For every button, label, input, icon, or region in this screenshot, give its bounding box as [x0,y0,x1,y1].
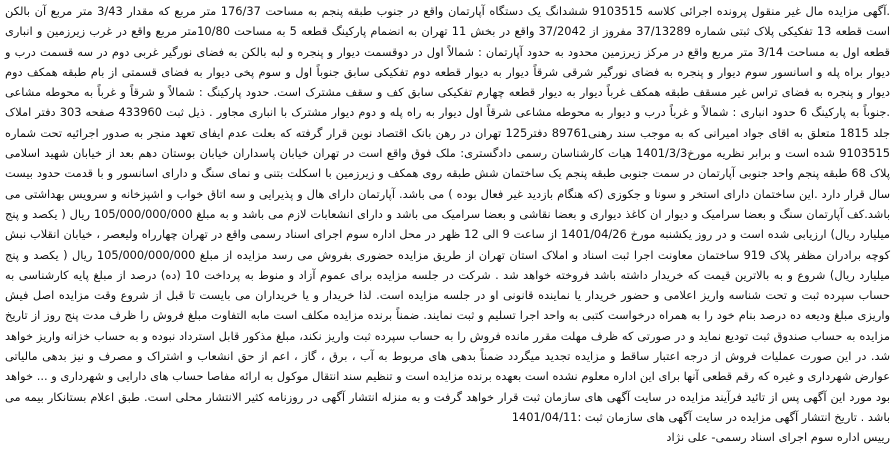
signature [5,427,890,447]
notice-body-text: .آگهی مزایده مال غیر منقول پرونده اجرائی کلاسه 9103515 ششدانگ یک دستگاه آپارتمان واقع در جنوب طبقه پنجم به مساحت 176/37 متر مربع که مقدار 3/43 متر مربع آن بالکن است قطعه 13 تفکیکی پلاک ثبتی شماره 37/13289 مفروز از 37/2042 واقع در بخش 11 تهران به انضمام پارکینگ قطعه 5 به مساحت 10/80متر مربع واقع در غرب زیرزمین و انباری قطعه اول به مساحت 3/14 متر مربع واقع در مرکز زیرزمین محدود به حدود آپارتمان : شمالاً اول در دوقسمت دیوار و پنجره و لبه بالکن به فضای نورگیر غربی دوم در سه قسمت درب و دیوار براه پله و اسانسور سوم دیوار و پنجره به فضای نورگیر شرقی شرقاً دیوار به دیوار قطعه دوم تفکیکی سابق جنوباً اول و سوم پخی دیوار به فضای قسمتی از بام طبقه همکف دوم دیوار و پنجره به فضای تراس غیر مسقف طبقه همکف غرباً دیوار به دیوار قطعه چهارم تفکیکی سابق کف و سقف مشترک است. حدود پارکینگ : شمالاً و شرقاً و غرباً به محوطه مشاعی .جنوباً به پارکینگ 6 حدود انباری : شمالاً و غرباً درب و دیوار به محوطه مشاعی شرقاً اول دیوار به راه پله و دوم دیوار مشترک با انباری مجاور . ذیل ثبت 433960 صفحه 303 دفتر املاک جلد 1815 متعلق به اقای جواد امیرانی که به موجب سند رهنی89761 دفتر125 تهران در رهن بانک اقتصاد نوین قرار گرفته که بعلت عدم ایفای تعهد منجر به صدور اجرائیه تحت شماره 9103515 شده است و برابر نظریه مورخ1401/3/3 هیات کارشناسان رسمی دادگستری: ملک فوق واقع است در تهران خیابان پاسداران خیابان بوستان دهم بعد از خیابان شهید اسلامی پلاک 68 طبقه پنجم واحد جنوبی آپارتمان در سمت جنوبی طبقه پنجم یک ساختمان شش طبقه روی همکف و زیرزمین با اسکلت بتنی و نمای سنگ و دارای اسانسور و با قدمت حدود بیست سال قرار دارد .این ساختمان دارای استخر و سونا و جکوزی (که هنگام بازدید غیر فعال بوده ) می باشد. آپارتمان دارای هال و پذیرایی و سه اتاق خواب و اشپزخانه و سرویس بهداشتی می باشد.کف آپارتمان سنگ و بعضا سرامیک و دیوار ان کاغذ دیواری و بعضا نقاشی و بعضا سرامیک می باشد و دارای انشعابات لازم می باشد و به مبلغ 105/000/000/000 ریال ( یکصد و پنج میلیارد ریال) ارزیابی شده است و در روز یکشنبه مورخ 1401/04/26 از ساعت 9 الی 12 ظهر در محل اداره سوم اجرای اسناد رسمی واقع در تهران چهارراه ولیعصر ، خیابان انقلاب نبش کوچه برادران مظفر پلاک 919 ساختمان معاونت اجرا ثبت اسناد و املاک استان تهران از طریق مزایده حضوری بفروش می رسد مزایده از مبلغ 105/000/000/000 ریال ( یکصد و پنج میلیارد ریال) شروع و به بالاترین قیمت که خریدار داشته باشد فروخته خواهد شد . شرکت در جلسه مزایده برای عموم آزاد و منوط به پرداخت 10 (ده) درصد از مبلغ پایه کارشناسی به حساب سپرده ثبت و تحت شناسه واریز اعلامی و حضور خریدار یا نماینده قانونی او در جلسه مزایده است. لذا خریدار و یا خریداران می بایست تا قبل از شروع وقت مزایده اصل فیش واریزی مبلغ ودیعه ده درصد بنام خود را به همراه درخواست کتبی به واحد اجرا تسلیم و ثبت نمایند. ضمناً برنده مزایده مکلف است مابه التفاوت مبلغ فروش را ظرف مدت پنج روز از تاریخ مزایده به حساب صندوق ثبت توديع نمايد و در صورتی که ظرف مهلت مقرر مانده فروش را به حساب سپرده ثبت واریز نکند، مبلغ مذکور قابل استرداد نبوده و به حساب خزانه واریز خواهد شد. در این صورت عملیات فروش از درجه اعتبار ساقط و مزایده تجدید میگردد ضمناً بدهی های مربوط به آب ، برق ، گاز ، اعم از حق انشعاب و اشتراک و مصرف و نیز بدهی مالیاتی عوارض شهرداری و غیره که رقم قطعی آنها برای این اداره معلوم نشده است بعهده برنده مزایده است و تنظیم سند انتقال موکول به ارائه مفاصا حساب های دارایی و شهرداری و ... خواهد بود مورد این آگهی پس از تائید فرآیند مزایده در سایت آگهی های سازمان ثبت قرار خواهد گرفت و به منزله انتشار آگهی در روزنامه کثیر الانتشار محلی است. طبق اعلام بستانکار بیمه می باشد . تاریخ انتشار آگهی مزایده در سایت آگهی های سازمان ثبت : [5,4,890,424]
publish-date: 1401/04/11 [511,409,578,424]
signature-text: رییس اداره سوم اجرای اسناد رسمی- علی نژاد [666,430,890,445]
notice-body [5,1,890,427]
